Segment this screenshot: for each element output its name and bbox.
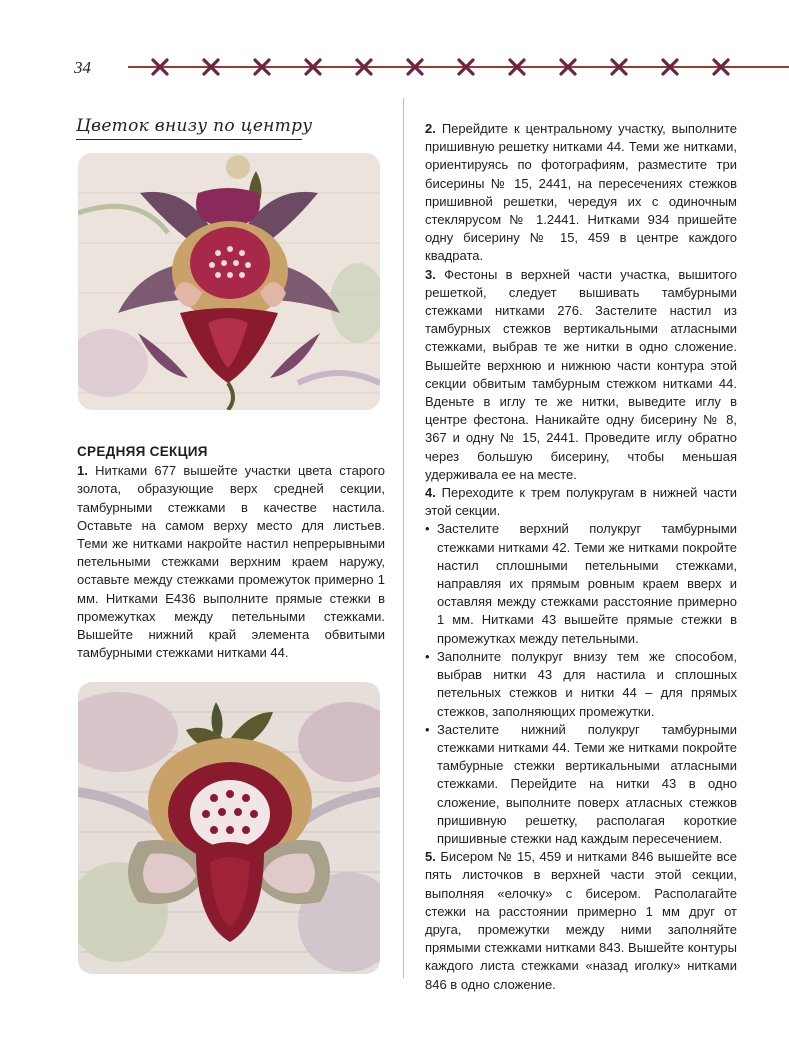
step-2-text: Перейдите к центральному участку, выполните пришивную решетку нитками 44. Теми же нитками, ориентируясь по фотографиям, разместите три бисерины № 15, 2441, на пересечениях стежков пришивной решетки, чередуя их с одиночным стеклярусом № 1.2441. Нитками 934 пришейте одну бисерину № 15, 459 в центре каждого квадрата. [425,121,737,264]
bullet-item: • Застелите нижний полукруг тамбурными стежками нитками 44. Теми же нитками покройте тамбурные стежки вертикальными атласными стежками. Перейдите на нитки 43 в одно сложение, выполните поверх атласных стежков пришивную решетку, располагая короткие пришивные стежки над каждым пересечением. [425,721,737,848]
step-3-number: 3. [425,266,436,282]
step-1-text: Нитками 677 вышейте участки цвета старого золота, образующие верх средней секции, тамбурными стежками в качестве настила. Оставьте на самом верху место для листьев. Теми же нитками накройте настил непрерывными петельными стежками верхним краем наружу, оставьте между стежками промежуток примерно 1 мм. Нитками E436 выполните прямые стежки в промежутках между петельными стежками. Вышейте нижний край элемента обвитыми тамбурными стежками нитками 44. [77,463,385,661]
step-2-number: 2. [425,121,436,136]
title-underline [76,139,302,140]
embroidery-photo-flower [78,153,380,410]
right-column [425,120,737,994]
step-4-number: 4. [425,485,436,501]
page-number: 34 [74,58,91,77]
step-1 [77,462,385,662]
step-5 [425,848,737,994]
embroidery-photo-middle-section [78,682,380,974]
step-5-number: 5. [425,849,436,865]
left-column [77,443,385,662]
step-5-text: Бисером № 15, 459 и нитками 846 вышейте все пять листочков в верхней части этой секции, выполняя «елочку» с бисером. Располагайте стежки на расстоянии примерно 1 мм друг от друга, промежутки между ними заполняйте прямыми стежками нитками 843. Вышейте контуры каждого листа стежками «назад иголку» нитками 846 в одно сложение. [425,849,737,992]
step-4 [425,484,737,520]
cross-stitch-border [128,52,789,82]
column-divider [403,98,404,978]
section-title: Цветок внизу по центру [76,116,313,136]
bullet-item: • Заполните полукруг внизу тем же способом, выбрав нитки 43 для настила и сплошных петельных стежков и нитки 44 – для прямых стежков, заполняющих промежутки. [425,648,737,721]
middle-section-heading: СРЕДНЯЯ СЕКЦИЯ [77,444,208,459]
step-2 [425,120,737,266]
step-4-text: Переходите к трем полукругам в нижней части этой секции. [425,485,737,519]
step-3-text: Фестоны в верхней части участка, вышитого решеткой, следует вышивать тамбурными стежками нитками 276. Застелите настил из тамбурных стежков вертикальными атласными стежками, выбрав те же нитки в одно сложение. Вышейте верхнюю и нижнюю части контура этой секции обвитым тамбурным стежком нитками 44. Вденьте в иглу те же нитки, выведите иглу в центре фестона. Наникайте одну бисерину № 8, 367 и одну № 15, 2441. Проведите иглу обратно через большую бисерину, чтобы меньшая удерживала ее на месте. [425,266,737,482]
bullet-item: • Застелите верхний полукруг тамбурными стежками нитками 42. Теми же нитками покройте настил сплошными петельными стежками, направляя их прямым ровным краем вверх и оставляя между стежками расстояние примерно 1 мм. Нитками 43 вышейте прямые стежки в промежутках между петельными. [425,520,737,647]
step-3 [425,266,737,484]
step-1-number: 1. [77,463,88,479]
